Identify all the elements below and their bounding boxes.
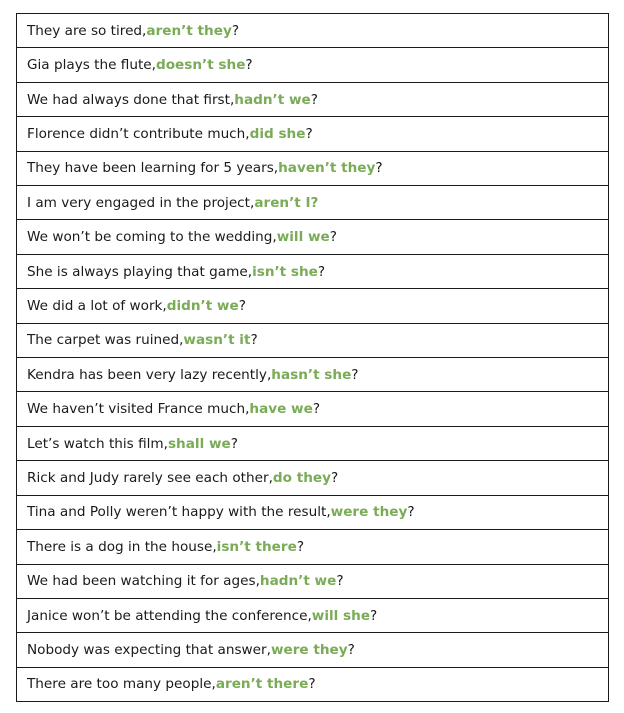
sentence-end: ? xyxy=(312,401,321,418)
sentence-stem: I am very engaged in the project, xyxy=(27,194,255,211)
sentence-stem: She is always playing that game, xyxy=(27,263,253,280)
table-row xyxy=(17,633,608,667)
table-row xyxy=(17,117,608,151)
question-tags-table xyxy=(16,13,609,702)
sentence-stem: We did a lot of work, xyxy=(27,297,167,314)
sentence-end: ? xyxy=(330,469,339,486)
table-row xyxy=(17,83,608,117)
sentence-end: ? xyxy=(296,538,305,555)
sentence-end: ? xyxy=(370,607,378,624)
table-row xyxy=(17,289,608,323)
sentence-stem: They are so tired, xyxy=(27,22,147,39)
question-tag: aren’t they xyxy=(146,22,232,39)
table-row xyxy=(17,461,608,495)
table-row xyxy=(17,324,608,358)
table-row xyxy=(17,255,608,289)
question-tag: will she xyxy=(311,607,371,624)
sentence-stem: Kendra has been very lazy recently, xyxy=(27,366,272,383)
sentence-end: ? xyxy=(375,160,383,177)
question-tag: isn’t she xyxy=(252,263,318,280)
question-tag: were they xyxy=(270,642,348,659)
question-tag: aren’t there xyxy=(215,676,309,693)
sentence-end: ? xyxy=(351,366,359,383)
sentence-end: ? xyxy=(310,91,318,108)
sentence-stem: Nobody was expecting that answer, xyxy=(27,642,271,659)
question-tag: isn’t there xyxy=(216,538,297,555)
table-row xyxy=(17,530,608,564)
table-row xyxy=(17,358,608,392)
question-tag: didn’t we xyxy=(166,297,239,314)
sentence-end: ? xyxy=(230,435,238,452)
sentence-end: ? xyxy=(238,297,246,314)
sentence-end: ? xyxy=(407,504,415,521)
sentence-end: ? xyxy=(329,229,337,246)
sentence-end: ? xyxy=(250,332,258,349)
table-row xyxy=(17,427,608,461)
sentence-stem: Gia plays the flute, xyxy=(27,57,156,74)
sentence-stem: Rick and Judy rarely see each other, xyxy=(27,469,273,486)
sentence-end: ? xyxy=(308,676,316,693)
sentence-end: ? xyxy=(245,57,253,74)
question-tag: do they xyxy=(272,469,331,486)
question-tag: will we xyxy=(276,229,330,246)
sentence-stem: The carpet was ruined, xyxy=(27,332,184,349)
table-row xyxy=(17,14,608,48)
sentence-stem: Tina and Polly weren’t happy with the result, xyxy=(27,504,331,521)
table-row xyxy=(17,186,608,220)
question-tag: shall we xyxy=(167,435,231,452)
sentence-end: ? xyxy=(317,263,326,280)
sentence-stem: We won’t be coming to the wedding, xyxy=(27,229,277,246)
sentence-end: ? xyxy=(336,573,344,590)
question-tag: hasn’t she xyxy=(271,366,352,383)
sentence-stem: Let’s watch this film, xyxy=(27,435,168,452)
table-row xyxy=(17,565,608,599)
question-tag: aren’t I? xyxy=(254,194,319,211)
table-row xyxy=(17,496,608,530)
table-row xyxy=(17,220,608,254)
sentence-stem: There is a dog in the house, xyxy=(27,538,217,555)
sentence-stem: Janice won’t be attending the conference, xyxy=(27,607,312,624)
table-row xyxy=(17,152,608,186)
sentence-end: ? xyxy=(347,642,355,659)
question-tag: wasn’t it xyxy=(183,332,251,349)
question-tag: hadn’t we xyxy=(234,91,311,108)
sentence-stem: There are too many people, xyxy=(27,676,216,693)
question-tag: were they xyxy=(330,504,408,521)
table-row xyxy=(17,599,608,633)
question-tag: hadn’t we xyxy=(259,573,337,590)
table-row xyxy=(17,668,608,702)
sentence-stem: We haven’t visited France much, xyxy=(27,401,250,418)
sentence-stem: Florence didn’t contribute much, xyxy=(27,125,250,142)
table-row xyxy=(17,392,608,426)
question-tag: doesn’t she xyxy=(155,57,246,74)
question-tag: haven’t they xyxy=(278,160,376,177)
question-tag: have we xyxy=(249,401,313,418)
sentence-end: ? xyxy=(231,22,240,39)
sentence-stem: They have been learning for 5 years, xyxy=(27,160,279,177)
sentence-end: ? xyxy=(305,125,313,142)
question-tag: did she xyxy=(249,125,306,142)
table-row xyxy=(17,48,608,82)
sentence-stem: We had been watching it for ages, xyxy=(27,573,260,590)
sentence-stem: We had always done that first, xyxy=(27,91,235,108)
